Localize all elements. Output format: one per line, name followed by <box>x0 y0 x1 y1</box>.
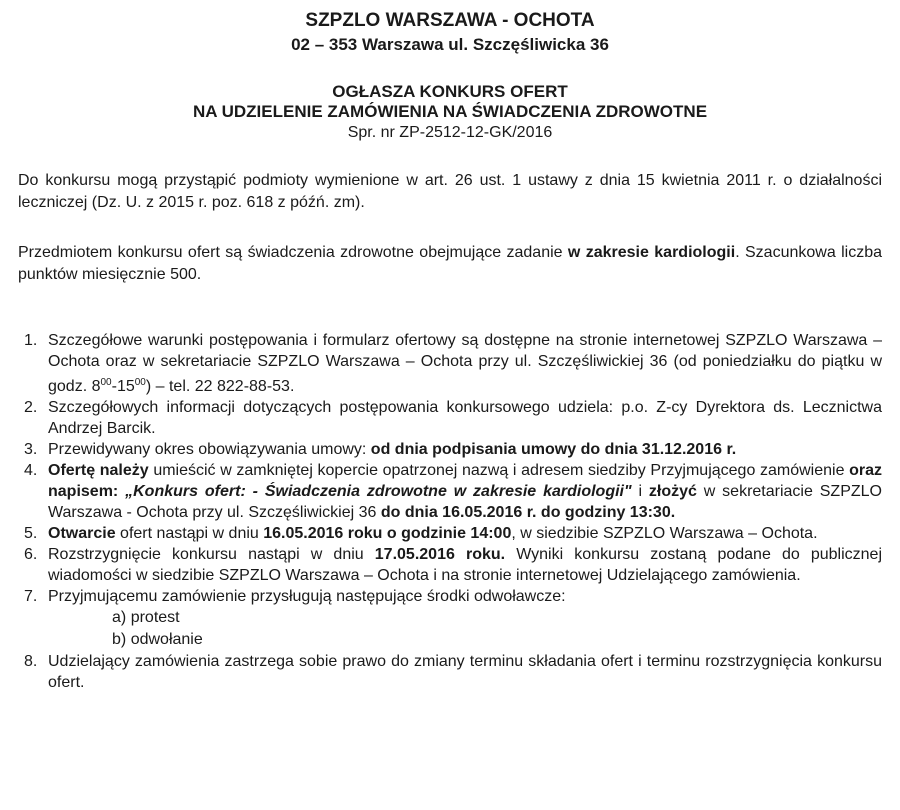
item-bold: 16.05.2016 roku o godzinie 14:00 <box>263 525 512 542</box>
sub-list-item <box>112 629 882 651</box>
eligibility-paragraph: Do konkursu mogą przystąpić podmioty wymienione w art. 26 ust. 1 ustawy z dnia 15 kwietnia 2011 r. o działalności leczniczej (Dz. U. z 2015 r. poz. 618 z późń. zm). <box>18 172 882 211</box>
announcement-title-line1: OGŁASZA KONKURS OFERT <box>332 82 568 101</box>
item-text: Szczegółowych informacji dotyczących postępowania konkursowego udziela: p.o. Z-cy Dyrektora ds. Lecznictwa Andrzej Barcik. <box>48 399 882 437</box>
organization-name: SZPZLO WARSZAWA - OCHOTA <box>305 10 595 31</box>
sub-item-text: odwołanie <box>130 631 203 648</box>
item-text: Przewidywany okres obowiązywania umowy: <box>48 441 371 458</box>
item-text: umieścić w zamkniętej kopercie opatrzonej nazwą i adresem siedziby Przyjmującego zamówienie <box>148 462 850 479</box>
list-item <box>18 460 882 523</box>
item-number: 4. <box>24 462 38 479</box>
remedies-list <box>48 607 882 651</box>
item-number: 5. <box>24 525 38 542</box>
item-bold-italic: „Konkurs ofert: - Świadczenia zdrowotne w zakresie kardiologii" <box>125 483 632 500</box>
list-item <box>18 330 882 397</box>
item-text: , w siedzibie SZPZLO Warszawa – Ochota. <box>511 525 818 542</box>
list-item <box>18 439 882 460</box>
item-number: 7. <box>24 588 38 605</box>
list-item <box>18 544 882 586</box>
organization-address: 02 – 353 Warszawa ul. Szczęśliwicka 36 <box>291 35 609 54</box>
item-text: Przyjmującemu zamówienie przysługują następujące środki odwoławcze: <box>48 588 566 605</box>
terms-list <box>18 330 882 693</box>
item-bold: 17.05.2016 roku. <box>374 546 506 563</box>
item-bold: oraz napisem: <box>48 462 883 500</box>
item-number: 8. <box>24 653 38 670</box>
item-text: Udzielający zamówienia zastrzega sobie prawo do zmiany terminu składania ofert i terminu rozstrzygnięcia konkursu ofert. <box>48 653 882 691</box>
subject-scope: w zakresie kardiologii <box>567 244 736 261</box>
sub-list-item <box>112 607 882 629</box>
reference-number: Spr. nr ZP-2512-12-GK/2016 <box>347 124 553 141</box>
item-text: i <box>631 483 649 500</box>
subject-points: . Szacunkowa liczba punktów miesięcznie 500. <box>18 244 883 283</box>
item-bold: Otwarcie <box>48 525 116 542</box>
item-number: 1. <box>24 332 38 349</box>
announcement-title-line2: NA UDZIELENIE ZAMÓWIENIA NA ŚWIADCZENIA ZDROWOTNE <box>192 102 708 121</box>
item-number: 6. <box>24 546 38 563</box>
item-bold: złożyć <box>648 483 697 500</box>
subject-text: Przedmiotem konkursu ofert są świadczenia zdrowotne obejmujące zadanie <box>18 244 568 261</box>
list-item <box>18 397 882 439</box>
item-bold: Ofertę należy <box>48 462 149 479</box>
superscript: 00 <box>100 377 112 388</box>
list-item <box>18 651 882 693</box>
item-text: -15 <box>111 378 135 395</box>
item-text: ofert nastąpi w dniu <box>115 525 264 542</box>
sub-item-text: protest <box>130 609 180 626</box>
item-number: 2. <box>24 399 38 416</box>
item-text: w sekretariacie SZPZLO Warszawa - Ochota przy ul. Szczęśliwickiej 36 <box>48 483 882 521</box>
item-number: 3. <box>24 441 38 458</box>
list-item <box>18 586 882 651</box>
item-bold: od dnia podpisania umowy do dnia 31.12.2016 r. <box>370 441 737 458</box>
item-text: ) – tel. 22 822-88-53. <box>145 378 295 395</box>
item-text: Wyniki konkursu zostaną podane do publicznej wiadomości w siedzibie SZPZLO Warszawa – Ochota i na stronie internetowej Udzielającego zamówienia. <box>48 546 882 584</box>
item-text: Szczegółowe warunki postępowania i formularz ofertowy są dostępne na stronie internetowej SZPZLO Warszawa – Ochota oraz w sekretariacie SZPZLO Warszawa – Ochota przy ul. Szczęśliwickiej 36 (od poniedziałku do piątku w godz. 8 <box>48 332 882 395</box>
list-item <box>18 523 882 544</box>
item-bold: do dnia 16.05.2016 r. do godziny 13:30. <box>380 504 676 521</box>
superscript: 00 <box>134 377 146 388</box>
subject-paragraph <box>18 242 882 286</box>
item-text: Rozstrzygnięcie konkursu nastąpi w dniu <box>48 546 375 563</box>
sub-item-label: a) <box>112 609 127 626</box>
sub-item-label: b) <box>112 631 127 648</box>
